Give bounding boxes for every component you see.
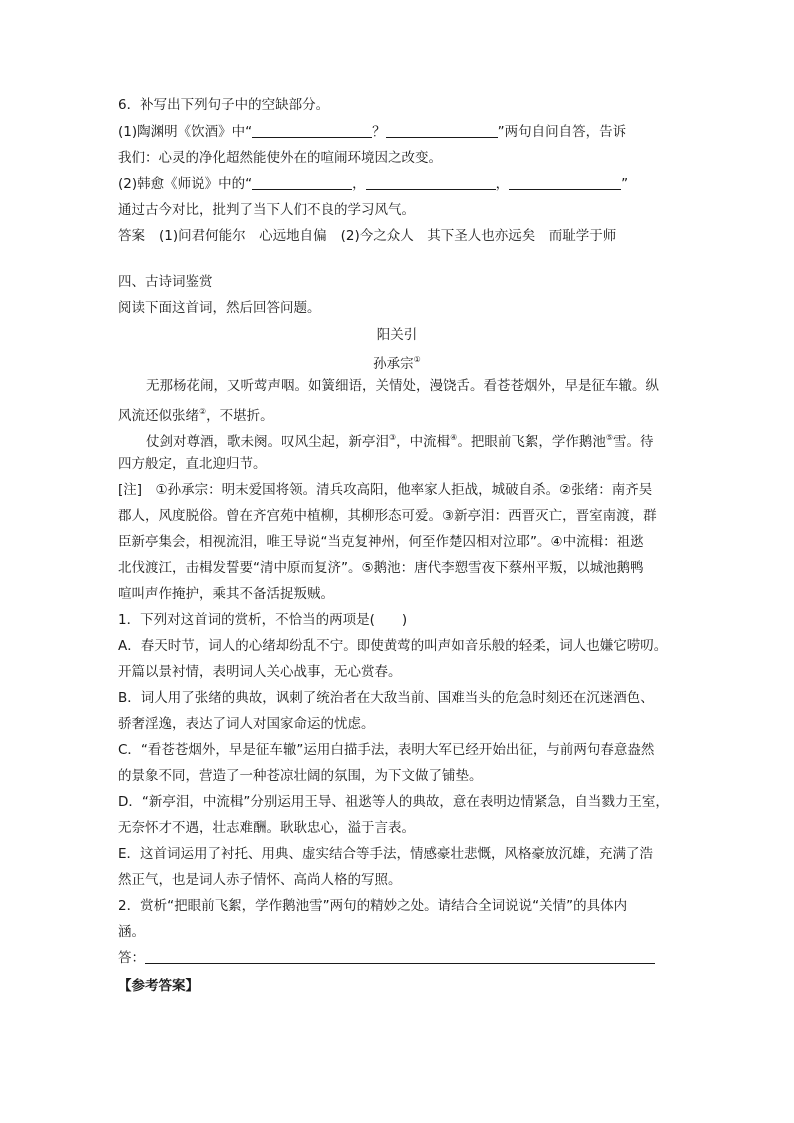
stanza1-line1: 无那杨花闹，又听莺声咽。如簧细语，关情处，漫饶舌。看苍苍烟外，早是征车辙。纵 xyxy=(146,378,659,394)
q1-stem: 1．下列对这首词的赏析，不恰当的两项是( ) xyxy=(118,612,408,628)
section-heading: 四、古诗词鉴赏 xyxy=(118,274,213,290)
option-c-line2: 的景象不同，营造了一种苍凉壮阔的氛围，为下文做了铺垫。 xyxy=(118,768,483,784)
note-line: 北伐渡江，击楫发誓要“清中原而复济”。⑤鹅池：唐代李愬雪夜下蔡州平叛，以城池鹅鸭 xyxy=(118,560,644,576)
q6-title: 6．补写出下列句子中的空缺部分。 xyxy=(118,97,330,113)
stanza-text: 雪。待 xyxy=(613,434,654,450)
fill-blank[interactable] xyxy=(366,174,496,190)
option-a-line1: A．春天时节，词人的心绪却纷乱不宁。即使黄莺的叫声如音乐般的轻柔，词人也嫌它唠叨。 xyxy=(118,638,668,654)
footnote-mark: ② xyxy=(199,407,207,416)
reference-answer-heading: 【参考答案】 xyxy=(118,978,199,994)
note-line: 臣新亭集会，相视流泪，唯王导说“当克复神州，何至作楚囚相对泣耶”。④中流楫：祖逖 xyxy=(118,534,644,550)
option-b-line2: 骄奢淫逸，表达了词人对国家命运的忧虑。 xyxy=(118,716,375,732)
answer-label: 答： xyxy=(118,950,145,966)
q2-answer-line xyxy=(118,948,678,968)
q6-part2-prefix: (2)韩愈《师说》中的“ xyxy=(118,176,253,192)
stanza2-line1 xyxy=(146,428,678,452)
footnote-mark: ③ xyxy=(389,433,397,442)
q2-stem-line1: 2．赏析“把眼前飞絮，学作鹅池雪”两句的精妙之处。请结合全词说说“关情”的具体内 xyxy=(118,898,628,914)
q6-comma: ， xyxy=(495,176,510,192)
q6-part2-line2: 通过古今对比，批判了当下人们不良的学习风气。 xyxy=(118,202,415,218)
fill-blank[interactable] xyxy=(252,174,352,190)
fill-blank[interactable] xyxy=(509,174,621,190)
q6-part1-prefix: (1)陶渊明《饮酒》中“ xyxy=(118,124,253,140)
option-a-line2: 开篇以景衬情，表明词人关心战事，无心赏春。 xyxy=(118,664,402,680)
stanza-text: 。把眼前飞絮，学作鹅池 xyxy=(457,434,606,450)
option-d-line1: D．“新亭泪，中流楫”分别运用王导、祖逖等人的典故，意在表明边情紧急，自当戮力王室， xyxy=(118,794,669,810)
q6-part1-suffix: ”两句自问自答，告诉 xyxy=(497,124,627,140)
option-b-line1: B．词人用了张绪的典故，讽刺了统治者在大敌当前、国难当头的危急时刻还在沉迷酒色、 xyxy=(118,690,654,706)
stanza-text: 仗剑对尊酒，歌未阕。叹风尘起，新亭泪 xyxy=(146,434,389,450)
option-d-line2: 无奈怀才不遇，壮志难酬。耿耿忠心，溢于言表。 xyxy=(118,820,415,836)
stanza1-line2 xyxy=(118,402,678,426)
section-intro: 阅读下面这首词，然后回答问题。 xyxy=(118,300,321,316)
answer-blank[interactable] xyxy=(145,948,655,964)
note-line: [注] ①孙承宗：明末爱国将领。清兵攻高阳，他率家人拒战，城破自杀。②张绪：南齐吴 xyxy=(118,482,653,498)
stanza2-line2: 四方般定，直北迎归节。 xyxy=(118,456,267,472)
note-line: 郡人，风度脱俗。曾在齐宫苑中植柳，其柳形态可爱。③新亭泪：西晋灭亡，晋室南渡，群 xyxy=(118,508,657,524)
q6-part1-line1 xyxy=(118,122,678,142)
stanza-text: ，中流楫 xyxy=(396,434,451,450)
fill-blank[interactable] xyxy=(252,122,372,138)
q6-part1-line2: 我们：心灵的净化超然能使外在的喧闹环境因之改变。 xyxy=(118,150,442,166)
q6-question-mark: ？ xyxy=(372,124,386,140)
footnote-mark: ⑤ xyxy=(605,433,614,442)
stanza-text: 风流还似张绪 xyxy=(118,408,199,424)
option-e-line1: E．这首词运用了衬托、用典、虚实结合等手法，情感豪壮悲慨，风格豪放沉雄，充满了浩 xyxy=(118,846,654,862)
fill-blank[interactable] xyxy=(386,122,498,138)
poem-title: 阳关引 xyxy=(376,327,418,343)
q6-comma: ， xyxy=(352,176,366,192)
answer-part2: (2)今之众人 其下圣人也亦远矣 而耻学于师 xyxy=(340,228,617,244)
q6-part2-line1 xyxy=(118,174,678,194)
note-line: 喧叫声作掩护，乘其不备活捉叛贼。 xyxy=(118,586,334,602)
author-name: 孙承宗 xyxy=(373,356,414,372)
poem-author xyxy=(0,350,794,374)
footnote-mark: ① xyxy=(413,355,421,364)
stanza-text: ，不堪折。 xyxy=(206,408,274,424)
q6-part2-suffix: ” xyxy=(621,176,629,192)
answer-label: 答案 xyxy=(118,228,145,244)
q6-answer xyxy=(118,226,678,246)
footnote-mark: ④ xyxy=(450,433,458,442)
q2-stem-line2: 涵。 xyxy=(118,924,145,940)
option-e-line2: 然正气，也是词人赤子情怀、高尚人格的写照。 xyxy=(118,872,402,888)
answer-part1: (1)问君何能尔 心远地自偏 xyxy=(159,228,327,244)
option-c-line1: C．“看苍苍烟外，早是征车辙”运用白描手法，表明大军已经开始出征，与前两句春意盎然 xyxy=(118,742,655,758)
